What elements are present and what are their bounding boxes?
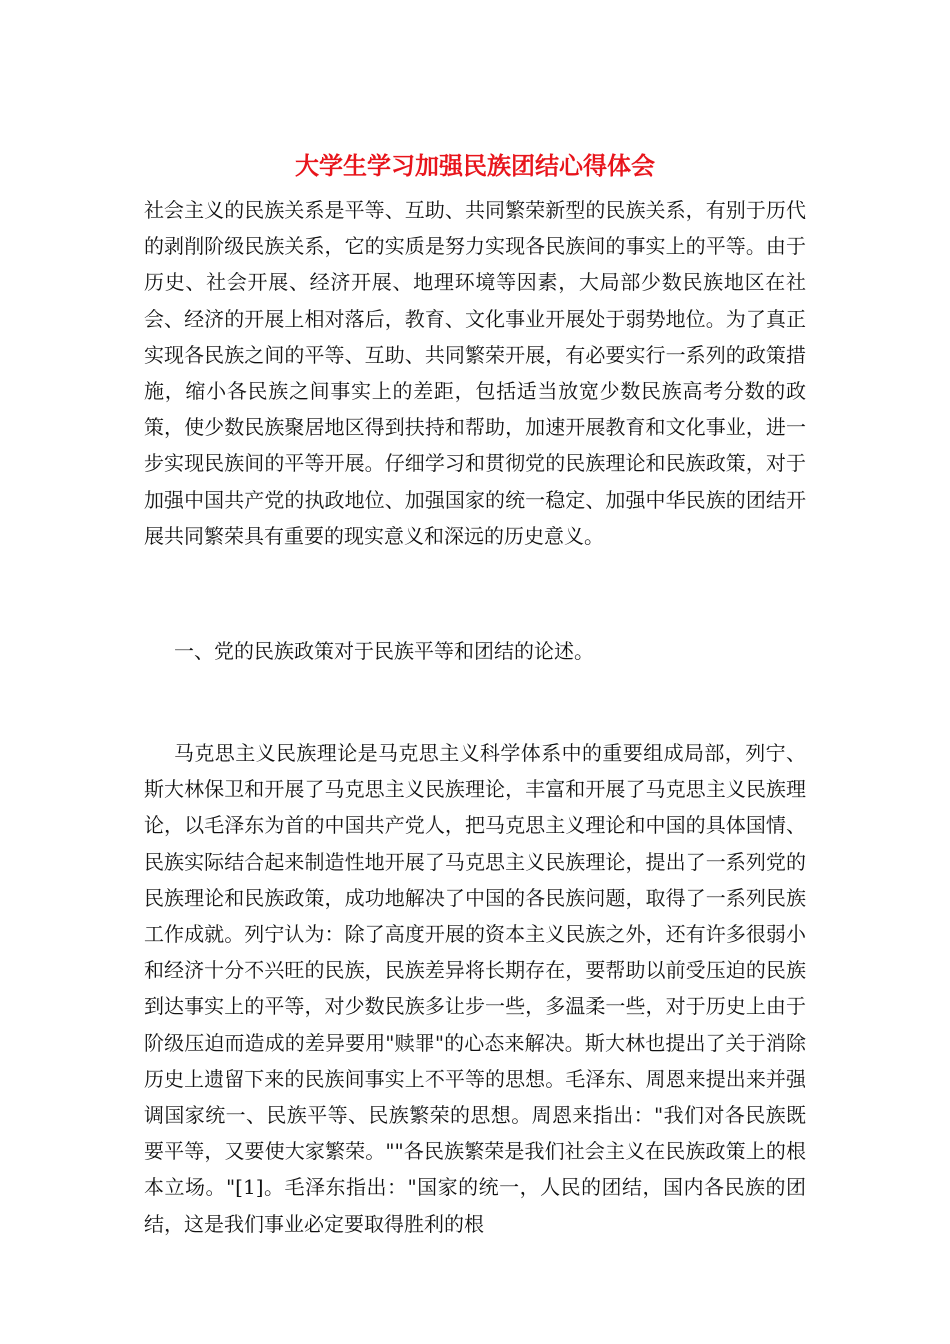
intro-paragraph: 社会主义的民族关系是平等、互助、共同繁荣新型的民族关系，有别于历代的剥削阶级民族关系，它的实质是努力实现各民族间的事实上的平等。由于历史、社会开展、经济开展、地理环境等因素，大局部少数民族地区在社会、经济的开展上相对落后，教育、文化事业开展处于弱势地位。为了真正实现各民族之间的平等、互助、共同繁荣开展，有必要实行一系列的政策措施，缩小各民族之间事实上的差距，包括适当放宽少数民族高考分数的政策，使少数民族聚居地区得到扶持和帮助，加速开展教育和文化事业，进一步实现民族间的平等开展。仔细学习和贯彻党的民族理论和民族政策，对于加强中国共产党的执政地位、加强国家的统一稳定、加强中华民族的团结开展共同繁荣具有重要的现实意义和深远的历史意义。 — [144, 198, 806, 548]
section-heading: 一、党的民族政策对于民族平等和团结的论述。 — [174, 639, 594, 663]
document-title: 大学生学习加强民族团结心得体会 — [295, 151, 655, 180]
section-body-paragraph: 马克思主义民族理论是马克思主义科学体系中的重要组成局部，列宁、斯大林保卫和开展了马克思主义民族理论，丰富和开展了马克思主义民族理论，以毛泽东为首的中国共产党人，把马克思主义理论和中国的具体国情、民族实际结合起来制造性地开展了马克思主义民族理论，提出了一系列党的民族理论和民族政策，成功地解决了中国的各民族问题，取得了一系列民族工作成就。列宁认为：除了高度开展的资本主义民族之外，还有许多很弱小和经济十分不兴旺的民族，民族差异将长期存在，要帮助以前受压迫的民族到达事实上的平等，对少数民族多让步一些，多温柔一些，对于历史上由于阶级压迫而造成的差异要用"赎罪"的心态来解决。斯大林也提出了关于消除历史上遗留下来的民族间事实上不平等的思想。毛泽东、周恩来提出来并强调国家统一、民族平等、民族繁荣的思想。周恩来指出："我们对各民族既要平等，又要使大家繁荣。""各民族繁荣是我们社会主义在民族政策上的根本立场。"[1]。毛泽东指出："国家的统一，人民的团结，国内各民族的团结，这是我们事业必定要取得胜利的根 — [144, 741, 806, 1236]
